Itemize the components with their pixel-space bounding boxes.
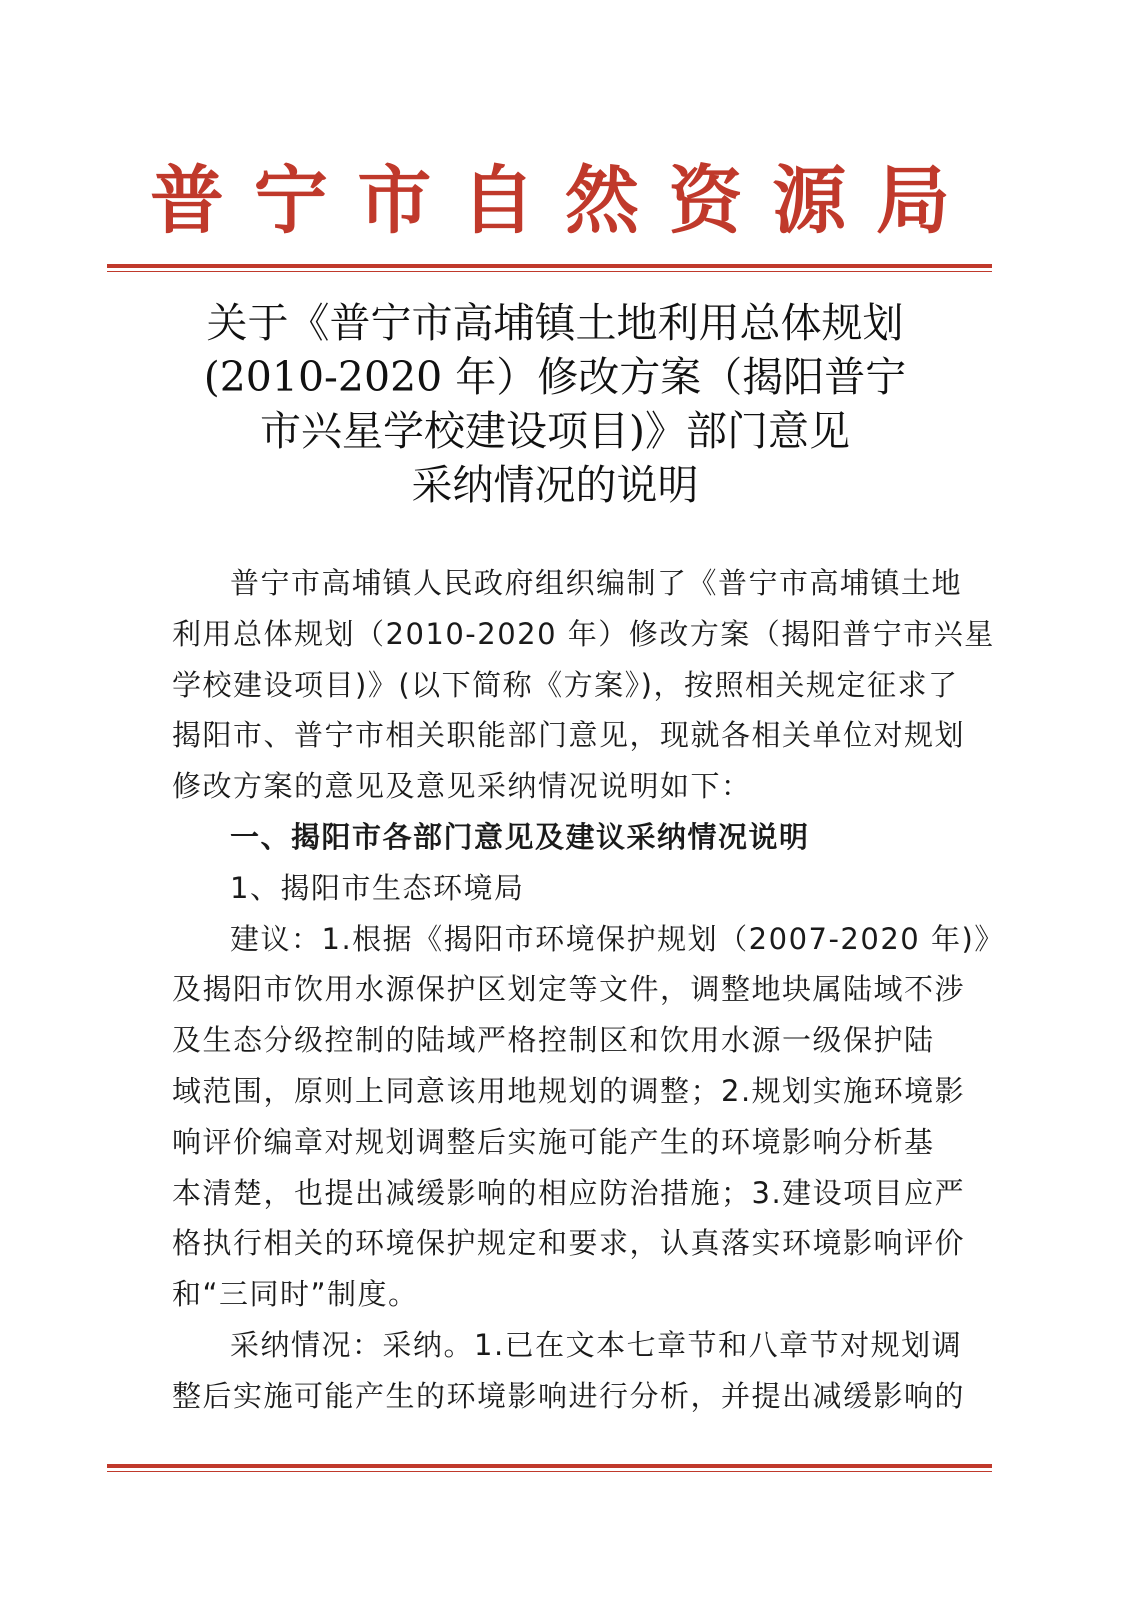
body-line: 普宁市高埔镇人民政府组织编制了《普宁市高埔镇土地 bbox=[230, 566, 963, 600]
agency-char: 资 bbox=[668, 158, 743, 244]
title-line: 采纳情况的说明 bbox=[411, 461, 699, 509]
body-line: 采纳情况：采纳。1.已在文本七章节和八章节对规划调 bbox=[230, 1327, 963, 1362]
body-line: 学校建设项目)》(以下简称《方案》)，按照相关规定征求了 bbox=[172, 667, 959, 702]
document-body bbox=[172, 558, 1005, 1422]
body-line: 修改方案的意见及意见采纳情况说明如下： bbox=[172, 769, 752, 804]
body-line: 揭阳市、普宁市相关职能部门意见，现就各相关单位对规划 bbox=[172, 718, 966, 753]
body-line: 及揭阳市饮用水源保护区划定等文件，调整地块属陆域不涉 bbox=[172, 972, 966, 1007]
body-line: 响评价编章对规划调整后实施可能产生的环境影响分析基 bbox=[172, 1124, 935, 1159]
body-line: 格执行相关的环境保护规定和要求，认真落实环境影响评价 bbox=[172, 1226, 966, 1261]
footer-divider-thin bbox=[107, 1471, 992, 1472]
agency-header bbox=[150, 156, 950, 246]
body-line: 整后实施可能产生的环境影响进行分析，并提出减缓影响的 bbox=[172, 1378, 966, 1413]
subsection-heading: 1、揭阳市生态环境局 bbox=[230, 870, 525, 905]
title-line: 市兴星学校建设项目)》部门意见 bbox=[260, 407, 850, 455]
section-heading: 一、揭阳市各部门意见及建议采纳情况说明 bbox=[230, 819, 810, 854]
body-line: 域范围，原则上同意该用地规划的调整；2.规划实施环境影 bbox=[172, 1073, 966, 1108]
document-title bbox=[150, 296, 960, 512]
title-line: (2010-2020 年）修改方案（揭阳普宁 bbox=[203, 353, 907, 401]
body-line: 本清楚，也提出减缓影响的相应防治措施；3.建设项目应严 bbox=[172, 1175, 966, 1210]
agency-char: 自 bbox=[461, 158, 536, 244]
footer-divider-thick bbox=[107, 1464, 992, 1468]
title-line: 关于《普宁市高埔镇土地利用总体规划 bbox=[206, 299, 904, 347]
agency-char: 普 bbox=[150, 158, 224, 244]
header-divider-thick bbox=[107, 264, 992, 268]
agency-char: 市 bbox=[357, 158, 432, 244]
body-line: 建议：1.根据《揭阳市环境保护规划（2007-2020 年)》 bbox=[230, 921, 1005, 956]
agency-char: 源 bbox=[772, 158, 847, 244]
body-line: 和“三同时”制度。 bbox=[172, 1277, 419, 1312]
body-line: 利用总体规划（2010-2020 年）修改方案（揭阳普宁市兴星 bbox=[172, 616, 995, 651]
agency-char: 宁 bbox=[253, 158, 328, 244]
agency-char: 然 bbox=[564, 158, 639, 244]
header-divider bbox=[107, 264, 992, 272]
header-divider-thin bbox=[107, 271, 992, 272]
agency-char: 局 bbox=[875, 158, 950, 244]
body-line: 及生态分级控制的陆域严格控制区和饮用水源一级保护陆 bbox=[172, 1023, 935, 1058]
footer-divider bbox=[107, 1464, 992, 1472]
